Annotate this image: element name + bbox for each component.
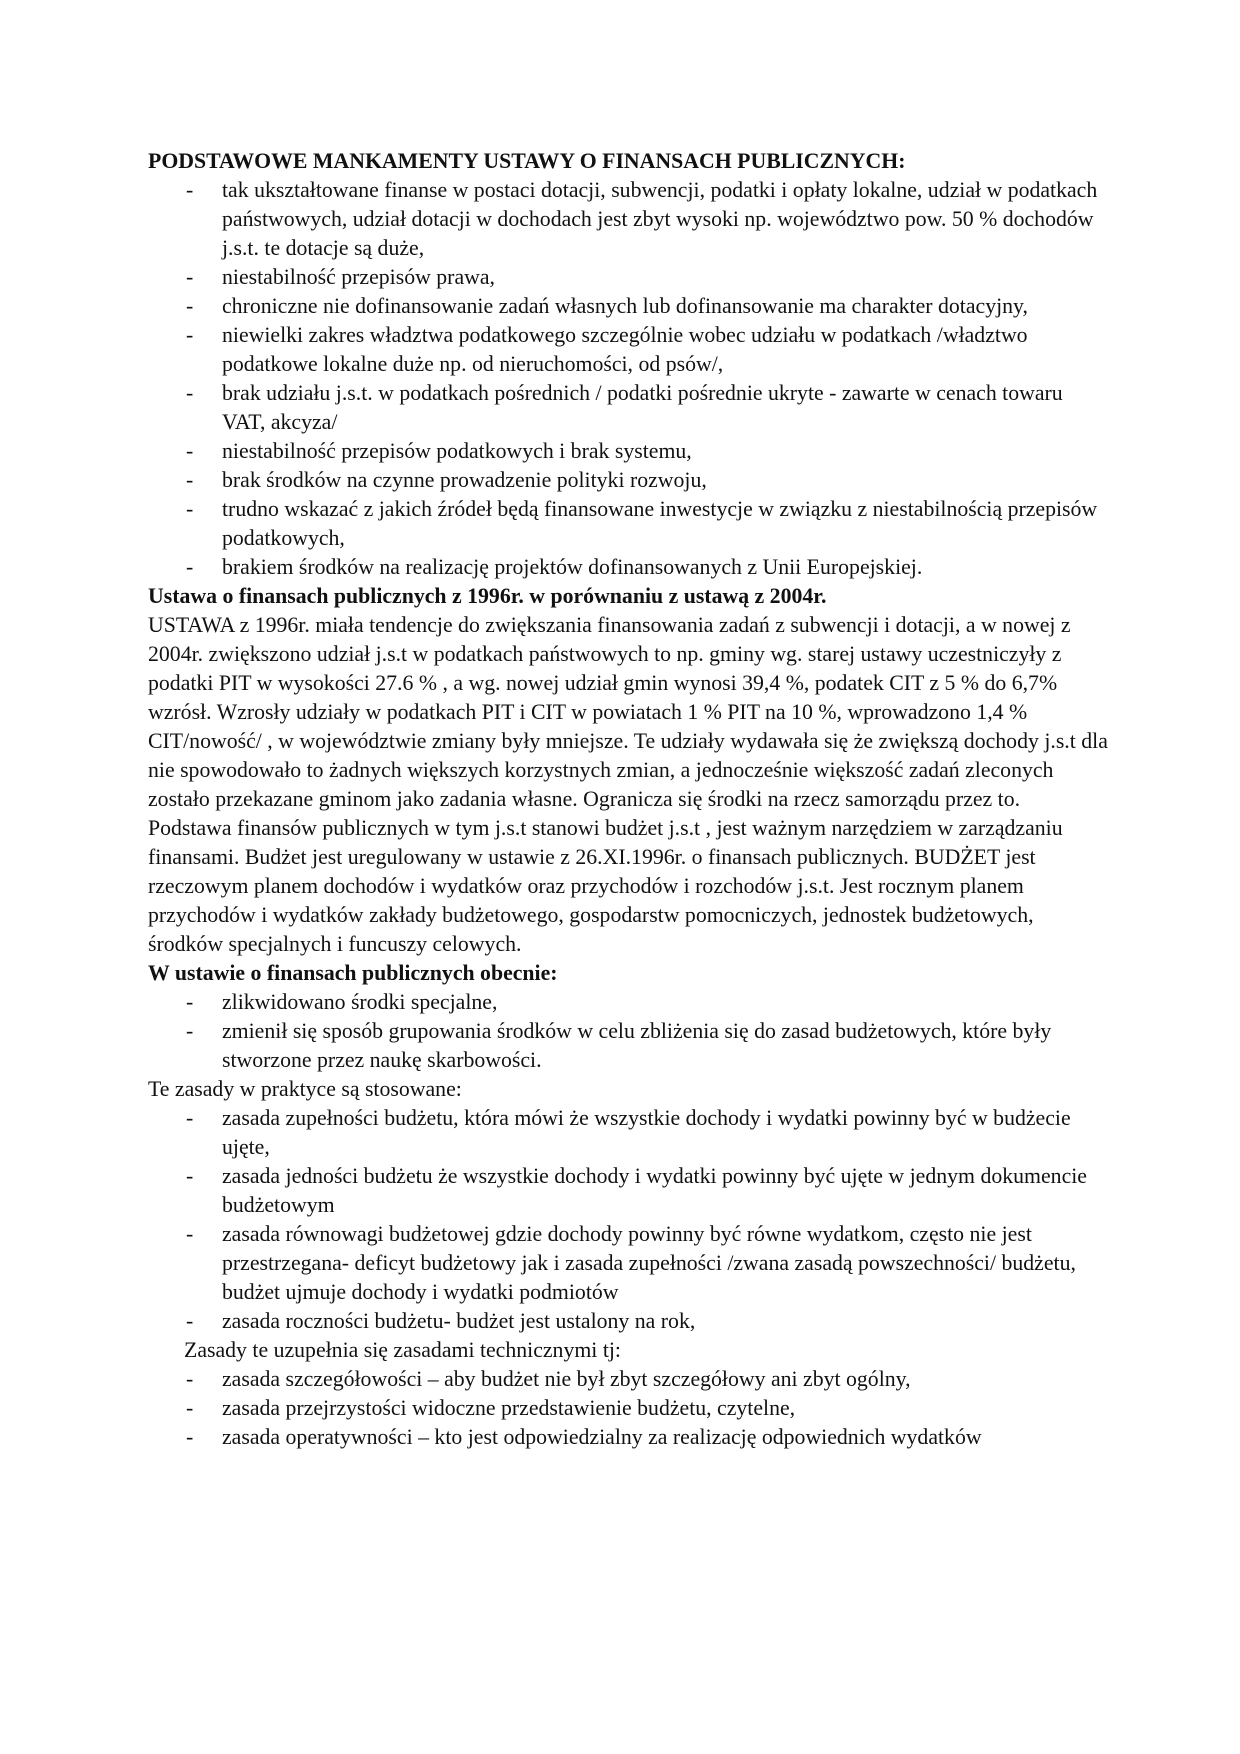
section-heading-current: W ustawie o finansach publicznych obecnie: xyxy=(148,961,558,985)
current-changes-list xyxy=(148,988,1108,1075)
principles-intro: Te zasady w praktyce są stosowane: xyxy=(148,1077,462,1101)
budget-principles-list xyxy=(148,1104,1108,1336)
list-item: - zasada jedności budżetu że wszystkie dochody i wydatki powinny być ujęte w jednym dokumencie budżetowym xyxy=(148,1162,1108,1220)
list-item: - zasada roczności budżetu- budżet jest ustalony na rok, xyxy=(148,1307,1108,1336)
list-item: - niestabilność przepisów podatkowych i brak systemu, xyxy=(148,437,1108,466)
list-item: - zasada szczegółowości – aby budżet nie był zbyt szczegółowy ani zbyt ogólny, xyxy=(148,1365,1108,1394)
shortcomings-list xyxy=(148,176,1108,582)
list-item: - tak ukształtowane finanse w postaci dotacji, subwencji, podatki i opłaty lokalne, udział w podatkach państwowych, udział dotacji w dochodach jest zbyt wysoki np. województwo pow. 50 % dochodów j.s.t. te dotacje są duże, xyxy=(148,176,1108,263)
technical-principles-list xyxy=(148,1365,1108,1452)
list-item: - trudno wskazać z jakich źródeł będą finansowane inwestycje w związku z niestabilnością przepisów podatkowych, xyxy=(148,495,1108,553)
section-heading-comparison: Ustawa o finansach publicznych z 1996r. w porównaniu z ustawą z 2004r. xyxy=(148,584,827,608)
list-item: - zasada równowagi budżetowej gdzie dochody powinny być równe wydatkom, często nie jest przestrzegana- deficyt budżetowy jak i zasada zupełności /zwana zasadą powszechności/ budżetu, budżet ujmuje dochody i wydatki podmiotów xyxy=(148,1220,1108,1307)
list-item: - niewielki zakres władztwa podatkowego szczególnie wobec udziału w podatkach /władztwo podatkowe lokalne duże np. od nieruchomości, od psów/, xyxy=(148,321,1108,379)
list-item: - zlikwidowano środki specjalne, xyxy=(148,988,1108,1017)
list-item: - brak udziału j.s.t. w podatkach pośrednich / podatki pośrednie ukryte - zawarte w cenach towaru VAT, akcyza/ xyxy=(148,379,1108,437)
list-item: - zasada zupełności budżetu, która mówi że wszystkie dochody i wydatki powinny być w budżecie ujęte, xyxy=(148,1104,1108,1162)
list-item: - zasada przejrzystości widoczne przedstawienie budżetu, czytelne, xyxy=(148,1394,1108,1423)
comparison-paragraph: USTAWA z 1996r. miała tendencje do zwiększania finansowania zadań z subwencji i dotacji, a w nowej z 2004r. zwiększono udział j.s.t w podatkach państwowych to np. gminy wg. starej ustawy uczestniczyły z podatki PIT w wysokości 27.6 % , a wg. nowej udział gmin wynosi 39,4 %, podatek CIT z 5 % do 6,7% wzrósł. Wzrosły udziały w podatkach PIT i CIT w powiatach 1 % PIT na 10 %, wprowadzono 1,4 % CIT/nowość/ , w województwie zmiany były mniejsze. Te udziały wydawała się że zwiększą dochody j.s.t dla nie spowodowało to żadnych większych korzystnych zmian, a jednocześnie większość zadań zleconych zostało przekazane gminom jako zadania własne. Ogranicza się środki na rzecz samorządu przez to. Podstawa finansów publicznych w tym j.s.t stanowi budżet j.s.t , jest ważnym narzędziem w zarządzaniu finansami. Budżet jest uregulowany w ustawie z 26.XI.1996r. o finansach publicznych. BUDŻET jest rzeczowym planem dochodów i wydatków oraz przychodów i rozchodów j.s.t. Jest rocznym planem przychodów i wydatków zakłady budżetowego, gospodarstw pomocniczych, jednostek budżetowych, środków specjalnych i funcuszy celowych. xyxy=(148,613,1108,956)
technical-principles-intro: Zasady te uzupełnia się zasadami technicznymi tj: xyxy=(184,1338,621,1362)
document-title: PODSTAWOWE MANKAMENTY USTAWY O FINANSACH PUBLICZNYCH: xyxy=(148,149,906,173)
list-item: - chroniczne nie dofinansowanie zadań własnych lub dofinansowanie ma charakter dotacyjny, xyxy=(148,292,1108,321)
list-item: - brak środków na czynne prowadzenie polityki rozwoju, xyxy=(148,466,1108,495)
list-item: - niestabilność przepisów prawa, xyxy=(148,263,1108,292)
list-item: - brakiem środków na realizację projektów dofinansowanych z Unii Europejskiej. xyxy=(148,553,1108,582)
document-page xyxy=(148,147,1108,1452)
list-item: - zasada operatywności – kto jest odpowiedzialny za realizację odpowiednich wydatków xyxy=(148,1423,1108,1452)
list-item: - zmienił się sposób grupowania środków w celu zbliżenia się do zasad budżetowych, które były stworzone przez naukę skarbowości. xyxy=(148,1017,1108,1075)
